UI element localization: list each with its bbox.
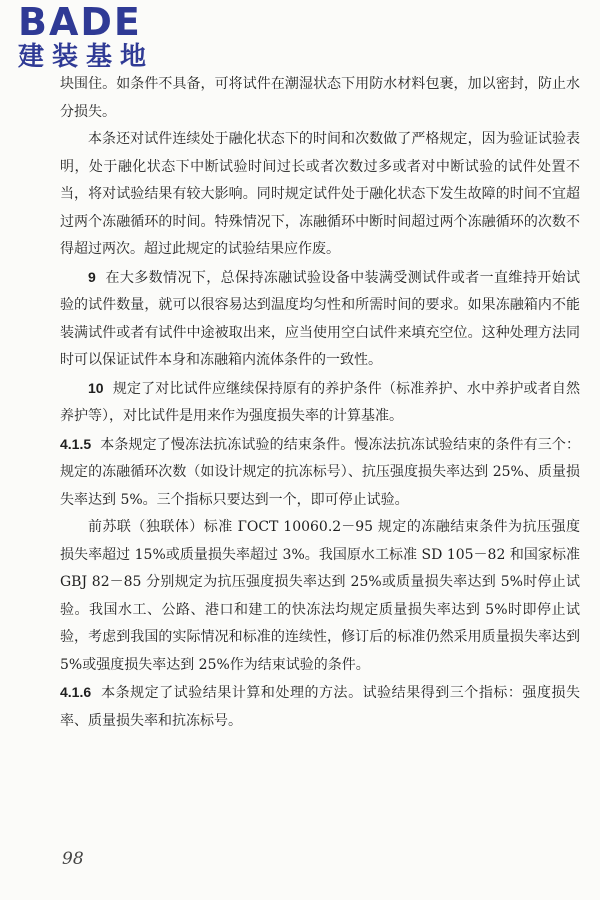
- page-body: [60, 71, 580, 735]
- paragraph-text: 规定了对比试件应继续保持原有的养护条件（标准养护、水中养护或者自然养护等），对比试件是用来作为强度损失率的计算基准。: [60, 380, 581, 424]
- section-paragraph: [60, 431, 580, 515]
- paragraph-continuation: [60, 71, 580, 126]
- paragraph-number: 9: [88, 268, 96, 285]
- paragraph: [60, 264, 580, 375]
- paragraph: [60, 375, 580, 431]
- paragraph-text: 本条还对试件连续处于融化状态下的时间和次数做了严格规定，因为验证试验表明，处于融化状态下中断试验时间过长或者次数过多或者对中断试验的试件处置不当，将对试验结果有较大影响。同时规定试件处于融化状态下发生故障的时间不宜超过两个冻融循环的时间。特殊情况下，冻融循环中断时间超过两个冻融循环的次数不得超过两次。超过此规定的试验结果应作废。: [60, 131, 580, 257]
- logo-wordmark: BADE: [18, 0, 142, 44]
- paragraph-text: 本条规定了试验结果计算和处理的方法。试验结果得到三个指标：强度损失率、质量损失率和抗冻标号。: [60, 685, 581, 729]
- page-number: 98: [62, 849, 84, 869]
- paragraph-text: 在大多数情况下，总保持冻融试验设备中装满受测试件或者一直维持开始试验的试件数量，就可以很容易达到温度均匀性和所需时间的要求。如果冻融箱内不能装满试件或者有试件中途被取出来，应当使用空白试件来填充空位。这种处理方法同时可以保证试件本身和冻融箱内流体条件的一致性。: [60, 269, 580, 368]
- paragraph-text: 块围住。如条件不具备，可将试件在潮湿状态下用防水材料包裹，加以密封，防止水分损失。: [60, 76, 580, 120]
- paragraph-text: 前苏联（独联体）标准 ГОСТ 10060.2－95 规定的冻融结束条件为抗压强度损失率超过 15%或质量损失率超过 3%。我国原水工标准 SD 105－82 和国家标准 GBJ 82－85 分别规定为抗压强度损失率达到 25%或质量损失率达到 5%时停止试验。我国水工、公路、港口和建工的快冻法均规定质量损失率达到 5%时即停止试验，考虑到我国的实际情况和标准的连续性，修订后的标准仍然采用质量损失率达到 5%或强度损失率达到 25%作为结束试验的条件。: [60, 519, 580, 673]
- site-logo: [18, 2, 168, 72]
- paragraph-number: 10: [88, 379, 104, 396]
- paragraph: [60, 514, 580, 679]
- section-number: 4.1.5: [60, 435, 92, 452]
- paragraph-text: 本条规定了慢冻法抗冻试验的结束条件。慢冻法抗冻试验结束的条件有三个：规定的冻融循环次数（如设计规定的抗冻标号）、抗压强度损失率达到 25%、质量损失率达到 5%。三个指标只要达到一个，即可停止试验。: [60, 436, 581, 508]
- logo-subtitle: 建装基地: [18, 42, 155, 72]
- paragraph: [60, 126, 580, 264]
- section-number: 4.1.6: [60, 684, 92, 700]
- section-paragraph: [60, 679, 580, 735]
